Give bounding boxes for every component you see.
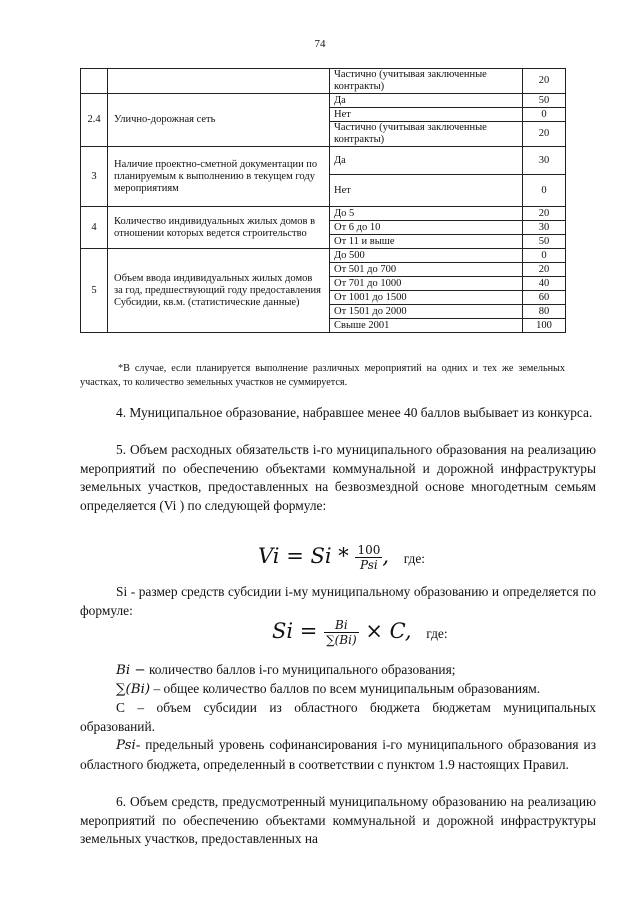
table-row: [81, 147, 566, 175]
page-number: 74: [314, 38, 326, 50]
sum-text: – общее количество баллов по всем муниципальным образованиям.: [150, 681, 541, 696]
criterion-cell: Наличие проектно-сметной документации по планируемым к выполнению в текущем году мероприятиям: [108, 147, 330, 207]
formula-si-denominator: ∑(Bi): [326, 633, 357, 647]
formula-si-where: где:: [426, 626, 448, 641]
points-cell: 0: [523, 249, 566, 263]
paragraph-6: 6. Объем средств, предусмотренный муниципальному образованию на реализацию мероприятий по обеспечению объектами коммунальной и дорожной инфраструктуры земельных участков, предоставленных на: [80, 794, 596, 847]
option-cell: Частично (учитывая заключенные контракты): [330, 122, 523, 147]
formula-vi-numerator: 100: [357, 543, 381, 557]
option-cell: От 6 до 10: [330, 221, 523, 235]
psi-definition: [80, 736, 596, 774]
points-cell: 100: [523, 319, 566, 333]
option-cell: От 701 до 1000: [330, 277, 523, 291]
si-definition: Si - размер средств субсидии i-му муниципальному образованию и определяется по формуле:: [80, 584, 596, 618]
points-cell: 50: [523, 94, 566, 108]
formula-vi-denominator: Psi: [360, 558, 378, 572]
points-cell: 40: [523, 277, 566, 291]
option-cell: До 5: [330, 207, 523, 221]
row-number: 5: [81, 249, 108, 333]
points-cell: 30: [523, 221, 566, 235]
option-cell: Да: [330, 94, 523, 108]
points-cell: 20: [523, 207, 566, 221]
bi-definition: [80, 661, 596, 681]
formula-vi-fraction: [355, 543, 382, 572]
row-number: [81, 69, 108, 94]
option-cell: От 1001 до 1500: [330, 291, 523, 305]
points-cell: 0: [523, 108, 566, 122]
criterion-cell: Объем ввода индивидуальных жилых домов за год, предшествующий году предоставления Субсидии, кв.м. (статистические данные): [108, 249, 330, 333]
bi-text: количество баллов i-го муниципального образования;: [145, 662, 456, 677]
table-footnote: *В случае, если планируется выполнение различных мероприятий на одних и тех же земельных участках, то количество земельных участков не суммируется.: [80, 363, 565, 388]
points-cell: 20: [523, 69, 566, 94]
option-cell: Нет: [330, 175, 523, 207]
points-cell: 30: [523, 147, 566, 175]
points-cell: 80: [523, 305, 566, 319]
formula-vi-lhs: Vi = Si *: [258, 544, 349, 568]
points-cell: 60: [523, 291, 566, 305]
formula-vi: [258, 543, 425, 572]
formula-si-tail: × C,: [365, 619, 412, 643]
criterion-cell: [108, 69, 330, 94]
option-cell: Да: [330, 147, 523, 175]
formula-si-fraction: [324, 618, 359, 647]
formula-vi-where: где:: [403, 551, 426, 566]
criteria-table: [80, 68, 566, 333]
psi-text: - предельный уровень софинансирования i-го муниципального образования из областного бюджета, определенный в соответствии с пунктом 1.9 настоящих Правил.: [80, 737, 596, 772]
paragraph-5: 5. Объем расходных обязательств i-го муниципального образования на реализацию мероприятий по обеспечению объектами коммунальной и дорожной инфраструктуры земельных участков, предоставленных на безвозмездной основе многодетным семьям определяется (Vi ) по следующей формуле:: [80, 442, 596, 513]
points-cell: 50: [523, 235, 566, 249]
points-cell: 20: [523, 263, 566, 277]
option-cell: Нет: [330, 108, 523, 122]
c-definition: C – объем субсидии из областного бюджета бюджетам муниципальных образований.: [80, 700, 596, 734]
table-row: [81, 69, 566, 94]
sum-definition: [80, 680, 596, 700]
option-cell: От 1501 до 2000: [330, 305, 523, 319]
psi-symbol: Psi: [116, 738, 136, 753]
sum-symbol: ∑(Bi): [116, 682, 151, 697]
row-number: 2.4: [81, 94, 108, 147]
table-row: [81, 207, 566, 221]
paragraph-4: 4. Муниципальное образование, набравшее менее 40 баллов выбывает из конкурса.: [116, 405, 593, 420]
table-row: [81, 249, 566, 263]
criterion-cell: Количество индивидуальных жилых домов в отношении которых ведется строительство: [108, 207, 330, 249]
points-cell: 20: [523, 122, 566, 147]
option-cell: От 11 и выше: [330, 235, 523, 249]
formula-si-lhs: Si =: [272, 619, 318, 643]
formula-vi-tail: ,: [382, 544, 390, 568]
table-row: [81, 94, 566, 108]
option-cell: Свыше 2001: [330, 319, 523, 333]
points-cell: 0: [523, 175, 566, 207]
option-cell: Частично (учитывая заключенные контракты): [330, 69, 523, 94]
option-cell: От 501 до 700: [330, 263, 523, 277]
row-number: 4: [81, 207, 108, 249]
row-number: 3: [81, 147, 108, 207]
criterion-cell: Улично-дорожная сеть: [108, 94, 330, 147]
bi-symbol: Bi −: [116, 663, 146, 678]
option-cell: До 500: [330, 249, 523, 263]
formula-si-numerator: Bi: [324, 618, 359, 633]
formula-si: [272, 618, 448, 647]
